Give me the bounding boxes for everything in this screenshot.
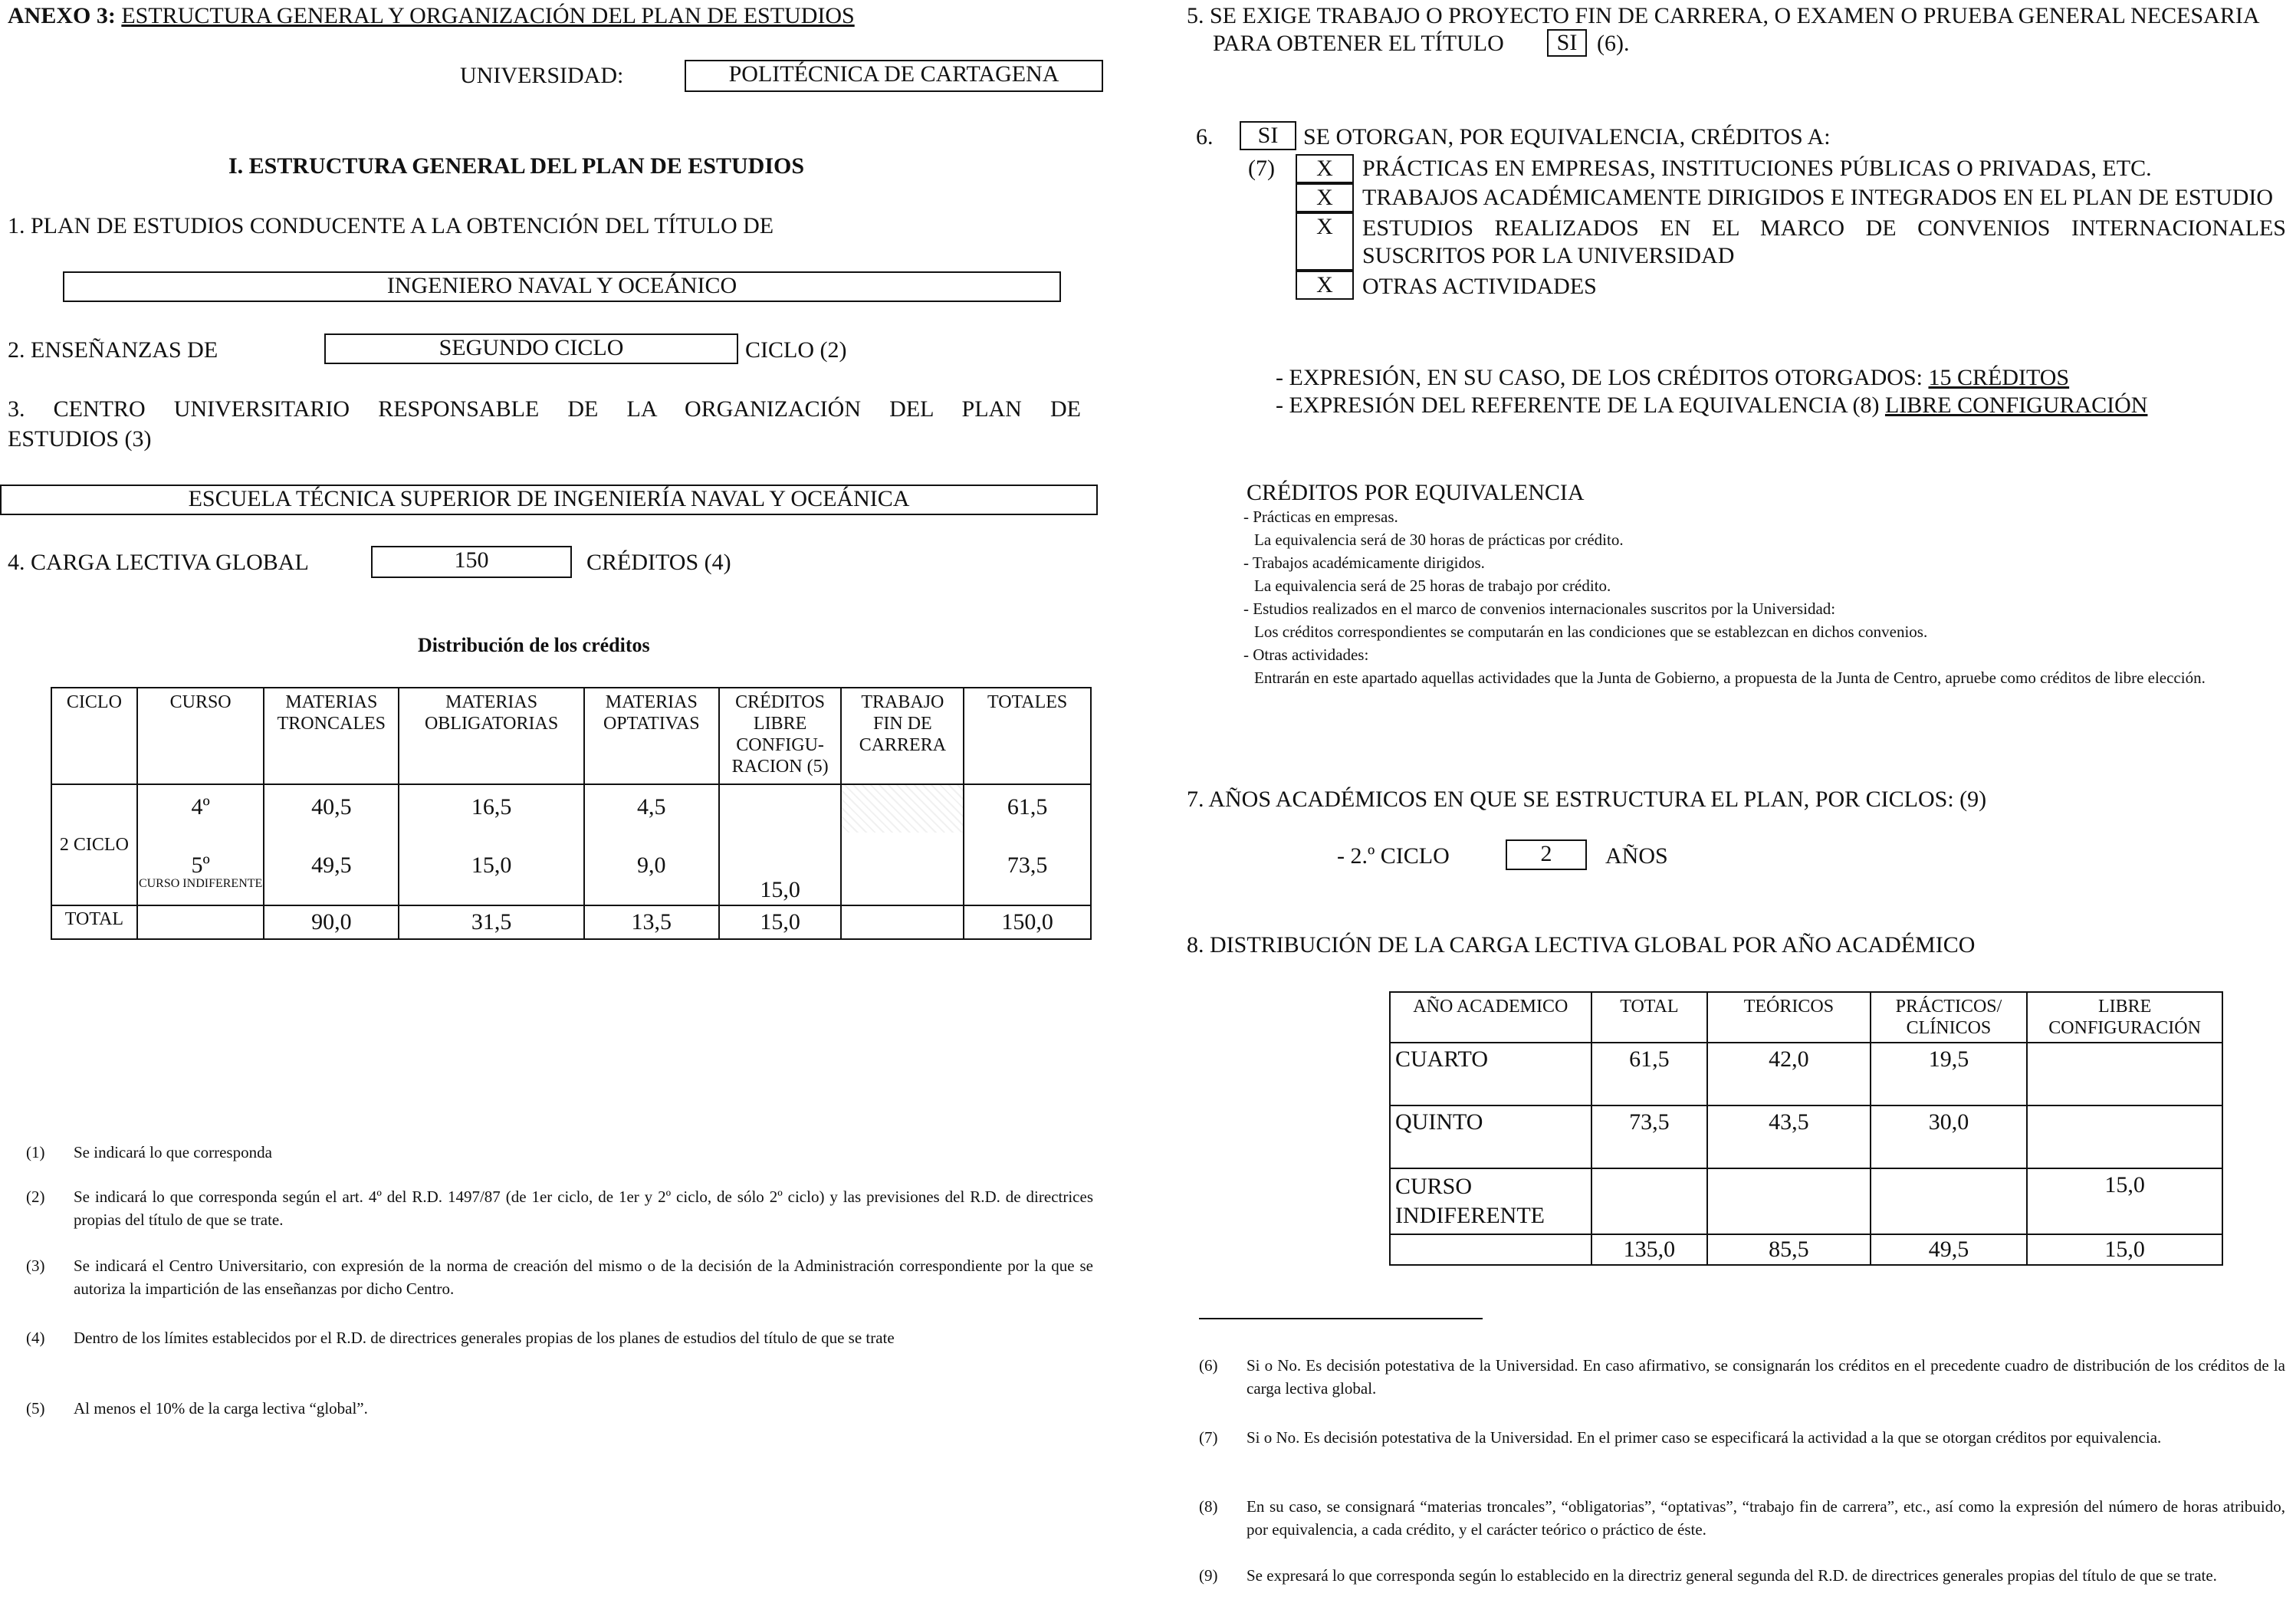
item8-label: 8. DISTRIBUCIÓN DE LA CARGA LECTIVA GLOBAL POR AÑO ACADÉMICO xyxy=(1187,932,1976,958)
header-optativas: MATERIAS OPTATIVAS xyxy=(584,688,719,784)
header-obligatorias: MATERIAS OBLIGATORIAS xyxy=(399,688,584,784)
total-troncales: 90,0 xyxy=(264,905,399,939)
cell-libre xyxy=(719,784,842,905)
footnote xyxy=(1199,1564,2288,1610)
total-trabajo xyxy=(841,905,964,939)
footnote-text: Al menos el 10% de la carga lectiva “global”. xyxy=(74,1399,368,1418)
total-libre: 15,0 xyxy=(719,905,842,939)
cell-obligatorias xyxy=(399,784,584,905)
footnote xyxy=(26,1185,1099,1231)
cell-curso xyxy=(137,784,264,905)
footnote xyxy=(1199,1495,2288,1541)
item7-label: 7. AÑOS ACADÉMICOS EN QUE SE ESTRUCTURA EL PLAN, POR CICLOS: (9) xyxy=(1187,787,1987,812)
option-checkbox-convenios[interactable]: X xyxy=(1296,212,1354,271)
annex-heading xyxy=(8,2,855,31)
totales-4: 61,5 xyxy=(1007,794,1048,820)
credits-granted xyxy=(1276,363,2069,393)
cell-trabajo xyxy=(841,784,964,905)
footnote-text: Si o No. Es decisión potestativa de la Universidad. En el primer caso se especificará la actividad a la que se otorgan créditos por equivalencia. xyxy=(1247,1428,2162,1447)
total-obligatorias: 31,5 xyxy=(399,905,584,939)
option-label-practicas: PRÁCTICAS EN EMPRESAS, INSTITUCIONES PÚBLICAS O PRIVADAS, ETC. xyxy=(1362,156,2152,181)
item6-field: SI xyxy=(1240,121,1296,150)
header-curso: CURSO xyxy=(137,688,264,784)
footnote xyxy=(1199,1426,2288,1472)
year-teoricos: 42,0 xyxy=(1707,1043,1870,1105)
footnote-number: (1) xyxy=(26,1143,45,1161)
item7-ciclo: - 2.º CICLO xyxy=(1337,843,1450,869)
totals-label xyxy=(1390,1234,1591,1265)
option-label-otras: OTRAS ACTIVIDADES xyxy=(1362,274,1597,299)
option-checkbox-practicas[interactable]: X xyxy=(1296,154,1354,183)
equivalence-line: La equivalencia será de 25 horas de trabajo por crédito. xyxy=(1254,577,1611,595)
year-total xyxy=(1591,1168,1708,1234)
footnote-number: (7) xyxy=(1199,1428,1218,1447)
table-row-total xyxy=(1390,1234,2222,1265)
libre-indiferente: 15,0 xyxy=(760,877,800,902)
year-total: 61,5 xyxy=(1591,1043,1708,1105)
header-trabajo: TRABAJO FIN DE CARRERA xyxy=(841,688,964,784)
cell-optativas xyxy=(584,784,719,905)
equivalence-line: Entrarán en este apartado aquellas actividades que la Junta de Gobierno, a propuesta de la Junta de Centro, apruebe como créditos de libre elección. xyxy=(1254,669,2206,687)
equivalence-referent-label: - EXPRESIÓN DEL REFERENTE DE LA EQUIVALENCIA (8) xyxy=(1276,393,1880,418)
item3-label-line2: ESTUDIOS (3) xyxy=(8,426,152,452)
header-year: AÑO ACADEMICO xyxy=(1390,992,1591,1043)
header-total: TOTAL xyxy=(1591,992,1708,1043)
item5-line2: PARA OBTENER EL TÍTULO xyxy=(1213,31,1504,56)
cell-totales xyxy=(964,784,1091,905)
equivalence-line: Los créditos correspondientes se computarán en las condiciones que se establezcan en dichos convenios. xyxy=(1254,623,1928,641)
footnote-text: Se indicará el Centro Universitario, con expresión de la norma de creación del mismo o de la decisión de la Administración correspondiente por la que se autoriza la impartición de las enseñanzas por dicho Centro. xyxy=(74,1257,1093,1298)
total-totales: 150,0 xyxy=(964,905,1091,939)
equivalence-line: - Otras actividades: xyxy=(1243,646,1369,664)
option-checkbox-trabajos[interactable]: X xyxy=(1296,183,1354,212)
year-practicos xyxy=(1871,1168,2028,1234)
header-teoricos: TEÓRICOS xyxy=(1707,992,1870,1043)
year-libre xyxy=(2027,1043,2222,1105)
footnote-text: Se expresará lo que corresponda según lo establecido en la directriz general segunda del R.D. de directrices generales propias del título de que se trate. xyxy=(1247,1566,2217,1585)
footnote-divider xyxy=(1199,1318,1483,1319)
equivalence-referent xyxy=(1276,391,2147,420)
footnote xyxy=(26,1141,1099,1164)
footnote-text: Se indicará lo que corresponda xyxy=(74,1143,272,1161)
item5-line1: 5. SE EXIGE TRABAJO O PROYECTO FIN DE CARRERA, O EXAMEN O PRUEBA GENERAL NECESARIA xyxy=(1187,3,2260,28)
item2-suffix: CICLO (2) xyxy=(745,337,847,363)
cycle-field: SEGUNDO CICLO xyxy=(324,333,738,364)
item4-suffix: CRÉDITOS (4) xyxy=(586,550,731,575)
curso-indiferente: CURSO INDIFERENTE xyxy=(138,877,263,890)
credit-distribution-table xyxy=(51,687,1092,940)
item7-suffix: AÑOS xyxy=(1605,843,1668,869)
year-name: CUARTO xyxy=(1390,1043,1591,1105)
footnote xyxy=(26,1254,1099,1300)
year-name: CURSO INDIFERENTE xyxy=(1390,1168,1591,1234)
footnote xyxy=(26,1397,1099,1420)
curso-5: 5º xyxy=(191,852,210,878)
footnote-number: (6) xyxy=(1199,1356,1218,1375)
curso-4: 4º xyxy=(191,794,210,820)
option-label-trabajos: TRABAJOS ACADÉMICAMENTE DIRIGIDOS E INTEGRADOS EN EL PLAN DE ESTUDIO xyxy=(1362,185,2274,210)
item6-ref: (7) xyxy=(1248,156,1275,181)
header-practicos: PRÁCTICOS/ CLÍNICOS xyxy=(1871,992,2028,1043)
item5-field: SI xyxy=(1547,29,1587,57)
footnote-text: Dentro de los límites establecidos por el R.D. de directrices generales propias de los planes de estudios del título de que se trate xyxy=(74,1329,895,1347)
footnote-number: (9) xyxy=(1199,1566,1218,1585)
footnote-text: Se indicará lo que corresponda según el art. 4º del R.D. 1497/87 (de 1er ciclo, de 1er y 2º ciclo, de sólo 2º ciclo) y las previsiones del R.D. de directrices propias del título de que se trate. xyxy=(74,1188,1093,1229)
degree-title-field: INGENIERO NAVAL Y OCEÁNICO xyxy=(63,271,1061,302)
cell-ciclo: 2 CICLO xyxy=(51,784,137,905)
footnote-text: En su caso, se consignará “materias troncales”, “obligatorias”, “optativas”, “trabajo fin de carrera”, etc., así como la expresión del número de horas atribuido, por equivalencia, a cada crédito, y el carácter teórico o práctico de éste. xyxy=(1247,1497,2285,1539)
footnote xyxy=(26,1326,1099,1372)
footnote-number: (5) xyxy=(26,1399,45,1418)
header-libre: CRÉDITOS LIBRE CONFIGU- RACION (5) xyxy=(719,688,842,784)
troncales-5: 49,5 xyxy=(311,852,352,878)
annex-label: ANEXO 3: xyxy=(8,3,116,28)
footnote-number: (4) xyxy=(26,1329,45,1347)
equivalence-line: La equivalencia será de 30 horas de prácticas por crédito. xyxy=(1254,531,1624,549)
footnote xyxy=(1199,1354,2288,1400)
header-totales: TOTALES xyxy=(964,688,1091,784)
total-curso xyxy=(137,905,264,939)
obligatorias-4: 16,5 xyxy=(471,794,512,820)
optativas-5: 9,0 xyxy=(637,852,666,878)
totales-5: 73,5 xyxy=(1007,852,1048,878)
table-row xyxy=(1390,1168,2222,1234)
table-row xyxy=(1390,1105,2222,1168)
header-libre: LIBRE CONFIGURACIÓN xyxy=(2027,992,2222,1043)
table-row xyxy=(1390,1043,2222,1105)
obligatorias-5: 15,0 xyxy=(471,852,512,878)
item6-number: 6. xyxy=(1196,124,1214,149)
credits-field: 150 xyxy=(371,546,572,578)
credits-granted-label: - EXPRESIÓN, EN SU CASO, DE LOS CRÉDITOS OTORGADOS: xyxy=(1276,365,1923,390)
university-field: POLITÉCNICA DE CARTAGENA xyxy=(685,60,1103,92)
item5-suffix: (6). xyxy=(1597,31,1630,56)
equivalence-line: - Prácticas en empresas. xyxy=(1243,508,1398,526)
distribution-title: Distribución de los créditos xyxy=(418,634,650,656)
equivalence-line: - Trabajos académicamente dirigidos. xyxy=(1243,554,1485,572)
item3-label-line1: 3. CENTRO UNIVERSITARIO RESPONSABLE DE LA ORGANIZACIÓN DEL PLAN DE xyxy=(8,396,1081,422)
item6-label: SE OTORGAN, POR EQUIVALENCIA, CRÉDITOS A: xyxy=(1303,124,1831,149)
year-distribution-table xyxy=(1389,991,2223,1266)
year-teoricos xyxy=(1707,1168,1870,1234)
year-practicos: 19,5 xyxy=(1871,1043,2028,1105)
footnote-number: (8) xyxy=(1199,1497,1218,1516)
year-libre: 15,0 xyxy=(2027,1168,2222,1234)
year-practicos: 30,0 xyxy=(1871,1105,2028,1168)
cell-troncales xyxy=(264,784,399,905)
section-title: I. ESTRUCTURA GENERAL DEL PLAN DE ESTUDIOS xyxy=(228,153,805,179)
header-troncales: MATERIAS TRONCALES xyxy=(264,688,399,784)
equivalence-line: - Estudios realizados en el marco de convenios internacionales suscritos por la Universidad: xyxy=(1243,600,1836,618)
year-teoricos: 43,5 xyxy=(1707,1105,1870,1168)
year-name: QUINTO xyxy=(1390,1105,1591,1168)
item4-label: 4. CARGA LECTIVA GLOBAL xyxy=(8,550,309,575)
annex-title: ESTRUCTURA GENERAL Y ORGANIZACIÓN DEL PLAN DE ESTUDIOS xyxy=(121,3,855,28)
footnote-number: (2) xyxy=(26,1188,45,1206)
total-optativas: 13,5 xyxy=(584,905,719,939)
equivalence-referent-value: LIBRE CONFIGURACIÓN xyxy=(1884,393,2148,418)
table-row-total xyxy=(51,905,1091,939)
university-label: UNIVERSIDAD: xyxy=(460,63,624,88)
totals-teoricos: 85,5 xyxy=(1707,1234,1870,1265)
totals-total: 135,0 xyxy=(1591,1234,1708,1265)
equivalence-title: CRÉDITOS POR EQUIVALENCIA xyxy=(1247,480,1585,505)
footnote-number: (3) xyxy=(26,1257,45,1275)
totals-practicos: 49,5 xyxy=(1871,1234,2028,1265)
table-row xyxy=(51,784,1091,905)
option-label-convenios: ESTUDIOS REALIZADOS EN EL MARCO DE CONVENIOS INTERNACIONALES SUSCRITOS POR LA UNIVERSIDAD xyxy=(1362,215,2286,268)
year-total: 73,5 xyxy=(1591,1105,1708,1168)
header-ciclo: CICLO xyxy=(51,688,137,784)
credits-granted-value: 15 CRÉDITOS xyxy=(1928,365,2070,390)
optativas-4: 4,5 xyxy=(637,794,666,820)
option-checkbox-otras[interactable]: X xyxy=(1296,271,1354,300)
troncales-4: 40,5 xyxy=(311,794,352,820)
total-label: TOTAL xyxy=(51,905,137,939)
footnote-text: Si o No. Es decisión potestativa de la Universidad. En caso afirmativo, se consignarán los créditos en el precedente cuadro de distribución de los créditos de la carga lectiva global. xyxy=(1247,1356,2285,1398)
item7-years-field: 2 xyxy=(1506,839,1587,870)
center-field: ESCUELA TÉCNICA SUPERIOR DE INGENIERÍA NAVAL Y OCEÁNICA xyxy=(0,485,1098,515)
item2-label: 2. ENSEÑANZAS DE xyxy=(8,337,218,363)
item1-label: 1. PLAN DE ESTUDIOS CONDUCENTE A LA OBTENCIÓN DEL TÍTULO DE xyxy=(8,213,774,238)
year-libre xyxy=(2027,1105,2222,1168)
totals-libre: 15,0 xyxy=(2027,1234,2222,1265)
